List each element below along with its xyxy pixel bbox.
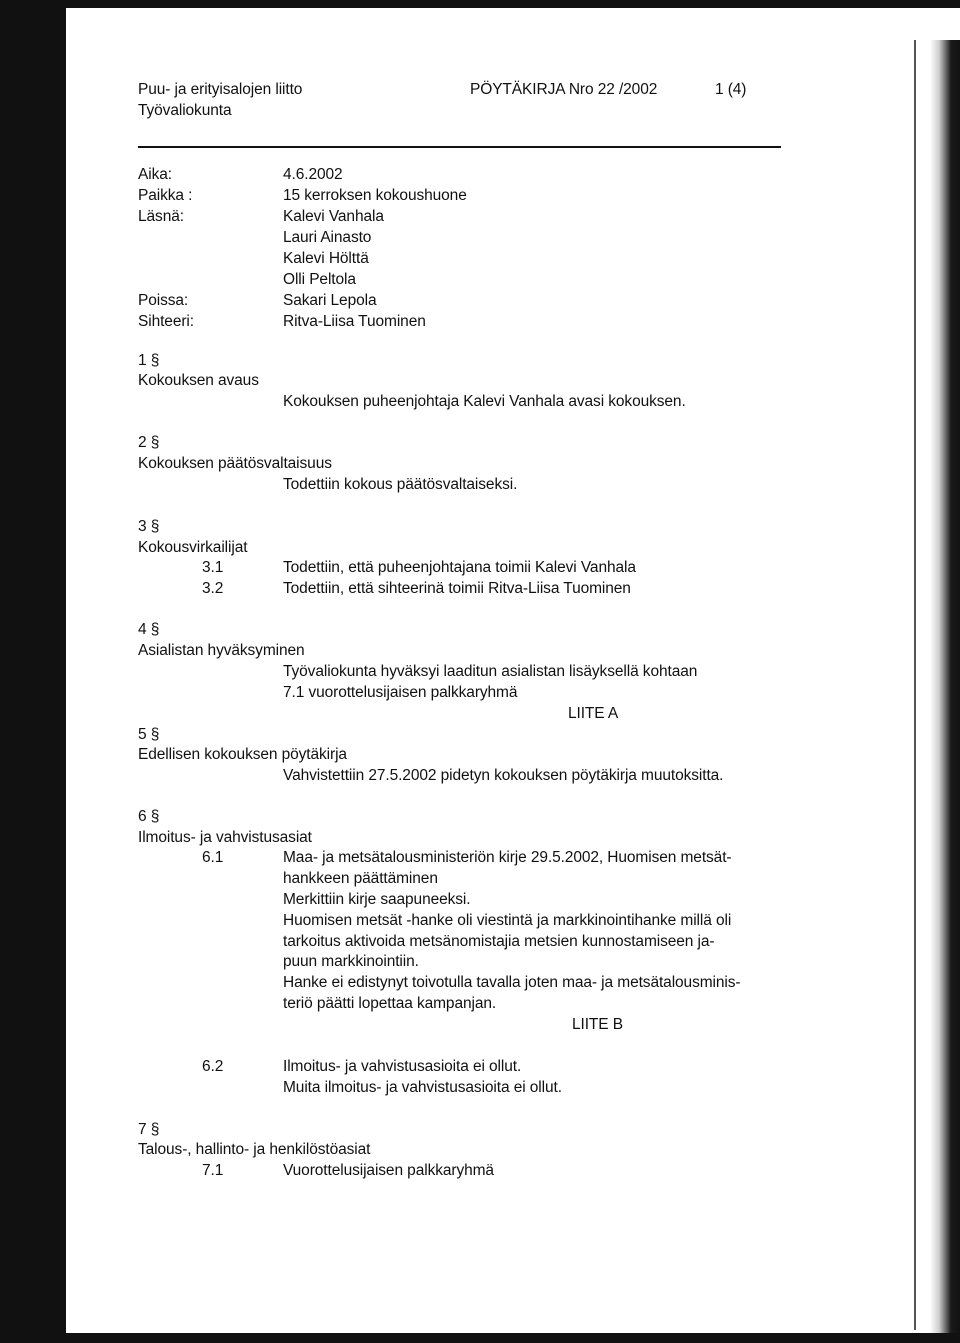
aika-value: 4.6.2002 — [283, 166, 343, 183]
section-title: Asialistan hyväksyminen — [138, 642, 305, 659]
section-number: 4 § — [138, 621, 160, 638]
committee-name: Työvaliokunta — [138, 102, 232, 119]
attachment-label: LIITE A — [568, 705, 619, 722]
scan-border-top — [0, 0, 960, 8]
org-name: Puu- ja erityisalojen liitto — [138, 81, 303, 98]
section-number: 3 § — [138, 518, 160, 535]
item-text: Hanke ei edistynyt toivotulla tavalla joten maa- ja metsätalousminis- — [283, 974, 741, 991]
item-number: 3.2 — [202, 580, 224, 597]
poissa-label: Poissa: — [138, 292, 189, 309]
item-text: tarkoitus aktivoida metsänomistajia metsien kunnostamiseen ja- — [283, 933, 715, 950]
section-number: 1 § — [138, 352, 160, 369]
item-text: hankkeen päättäminen — [283, 870, 438, 887]
item-text: Maa- ja metsätalousministeriön kirje 29.5.2002, Huomisen metsät- — [283, 849, 732, 866]
item-number: 6.2 — [202, 1058, 224, 1075]
paikka-value: 15 kerroksen kokoushuone — [283, 187, 467, 204]
header-divider — [138, 146, 781, 148]
item-text: Muita ilmoitus- ja vahvistusasioita ei ollut. — [283, 1079, 562, 1096]
sihteeri-value: Ritva-Liisa Tuominen — [283, 313, 426, 330]
present-member: Lauri Ainasto — [283, 229, 372, 246]
scan-border-left — [0, 0, 66, 1343]
section-title: Talous-, hallinto- ja henkilöstöasiat — [138, 1141, 371, 1158]
present-member: Kalevi Hölttä — [283, 250, 369, 267]
item-text: teriö päätti lopettaa kampanjan. — [283, 995, 497, 1012]
page-number: 1 (4) — [715, 81, 747, 98]
item-text: Huomisen metsät -hanke oli viestintä ja markkinointihanke millä oli — [283, 912, 732, 929]
item-text: Todettiin, että puheenjohtajana toimii Kalevi Vanhala — [283, 559, 636, 576]
scan-border-right — [930, 40, 960, 1343]
aika-label: Aika: — [138, 166, 172, 183]
section-text: 7.1 vuorottelusijaisen palkkaryhmä — [283, 684, 518, 701]
section-title: Kokouksen päätösvaltaisuus — [138, 455, 332, 472]
scan-edge-line — [914, 40, 916, 1330]
poissa-value: Sakari Lepola — [283, 292, 377, 309]
item-text: Vuorottelusijaisen palkkaryhmä — [283, 1162, 494, 1179]
section-text: Työvaliokunta hyväksyi laaditun asialistan lisäyksellä kohtaan — [283, 663, 698, 680]
section-title: Kokousvirkailijat — [138, 539, 248, 556]
section-number: 6 § — [138, 808, 160, 825]
paikka-label: Paikka : — [138, 187, 193, 204]
item-text: Ilmoitus- ja vahvistusasioita ei ollut. — [283, 1058, 522, 1075]
section-title: Edellisen kokouksen pöytäkirja — [138, 746, 347, 763]
item-number: 6.1 — [202, 849, 224, 866]
scan-border-bottom — [0, 1333, 960, 1343]
section-text: Todettiin kokous päätösvaltaiseksi. — [283, 476, 518, 493]
lasna-label: Läsnä: — [138, 208, 184, 225]
item-text: Todettiin, että sihteerinä toimii Ritva-Liisa Tuominen — [283, 580, 631, 597]
document-title: PÖYTÄKIRJA Nro 22 /2002 — [470, 81, 658, 98]
section-title: Kokouksen avaus — [138, 372, 259, 389]
section-number: 5 § — [138, 726, 160, 743]
section-text: Vahvistettiin 27.5.2002 pidetyn kokouksen pöytäkirja muutoksitta. — [283, 767, 724, 784]
present-member: Kalevi Vanhala — [283, 208, 384, 225]
section-number: 7 § — [138, 1121, 160, 1138]
item-number: 3.1 — [202, 559, 224, 576]
attachment-label: LIITE B — [572, 1016, 623, 1033]
section-title: Ilmoitus- ja vahvistusasiat — [138, 829, 312, 846]
item-number: 7.1 — [202, 1162, 224, 1179]
section-text: Kokouksen puheenjohtaja Kalevi Vanhala avasi kokouksen. — [283, 393, 686, 410]
sihteeri-label: Sihteeri: — [138, 313, 194, 330]
section-number: 2 § — [138, 434, 160, 451]
item-text: Merkittiin kirje saapuneeksi. — [283, 891, 471, 908]
present-member: Olli Peltola — [283, 271, 356, 288]
item-text: puun markkinointiin. — [283, 953, 419, 970]
